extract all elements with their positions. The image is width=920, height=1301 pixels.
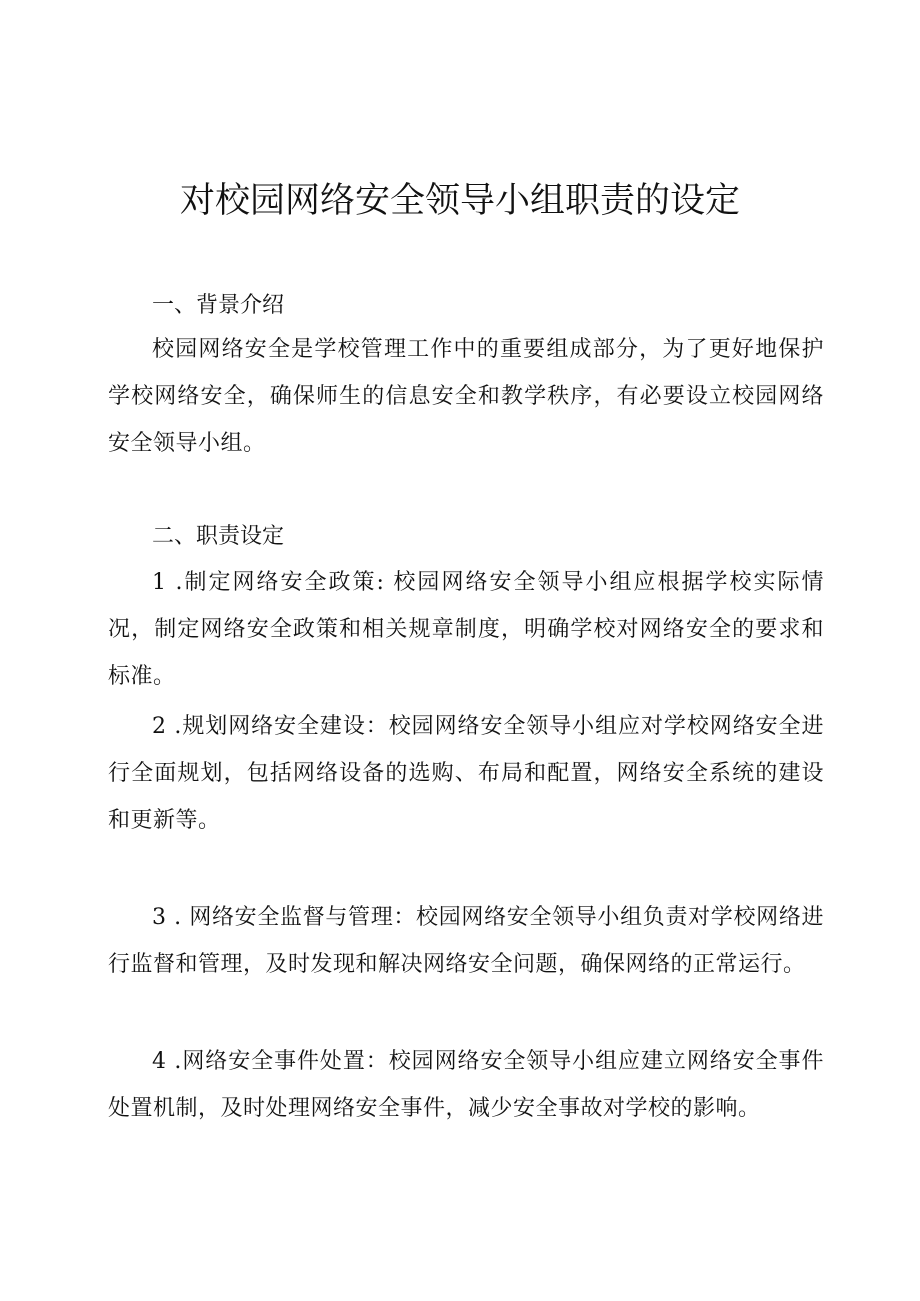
duty-item-3: 3 . 网络安全监督与管理：校园网络安全领导小组负责对学校网络进行监督和管理，及时发现和解决网络安全问题，确保网络的正常运行。	[108, 905, 824, 977]
section-heading-duties: 二、职责设定	[152, 524, 285, 549]
section-heading-background: 一、背景介绍	[152, 293, 285, 318]
duty-item-4: 4 .网络安全事件处置：校园网络安全领导小组应建立网络安全事件处置机制，及时处理网络安全事件，减少安全事故对学校的影响。	[108, 1049, 824, 1121]
duty-item-2: 2 .规划网络安全建设：校园网络安全领导小组应对学校网络安全进行全面规划，包括网络设备的选购、布局和配置，网络安全系统的建设和更新等。	[108, 714, 824, 833]
document-title: 对校园网络安全领导小组职责的设定	[179, 181, 740, 221]
duty-item-1: 1 .制定网络安全政策: 校园网络安全领导小组应根据学校实际情况，制定网络安全政策和相关规章制度，明确学校对网络安全的要求和标准。	[108, 570, 824, 689]
paragraph-background: 校园网络安全是学校管理工作中的重要组成部分，为了更好地保护学校网络安全，确保师生的信息安全和教学秩序，有必要设立校园网络安全领导小组。	[108, 337, 824, 456]
